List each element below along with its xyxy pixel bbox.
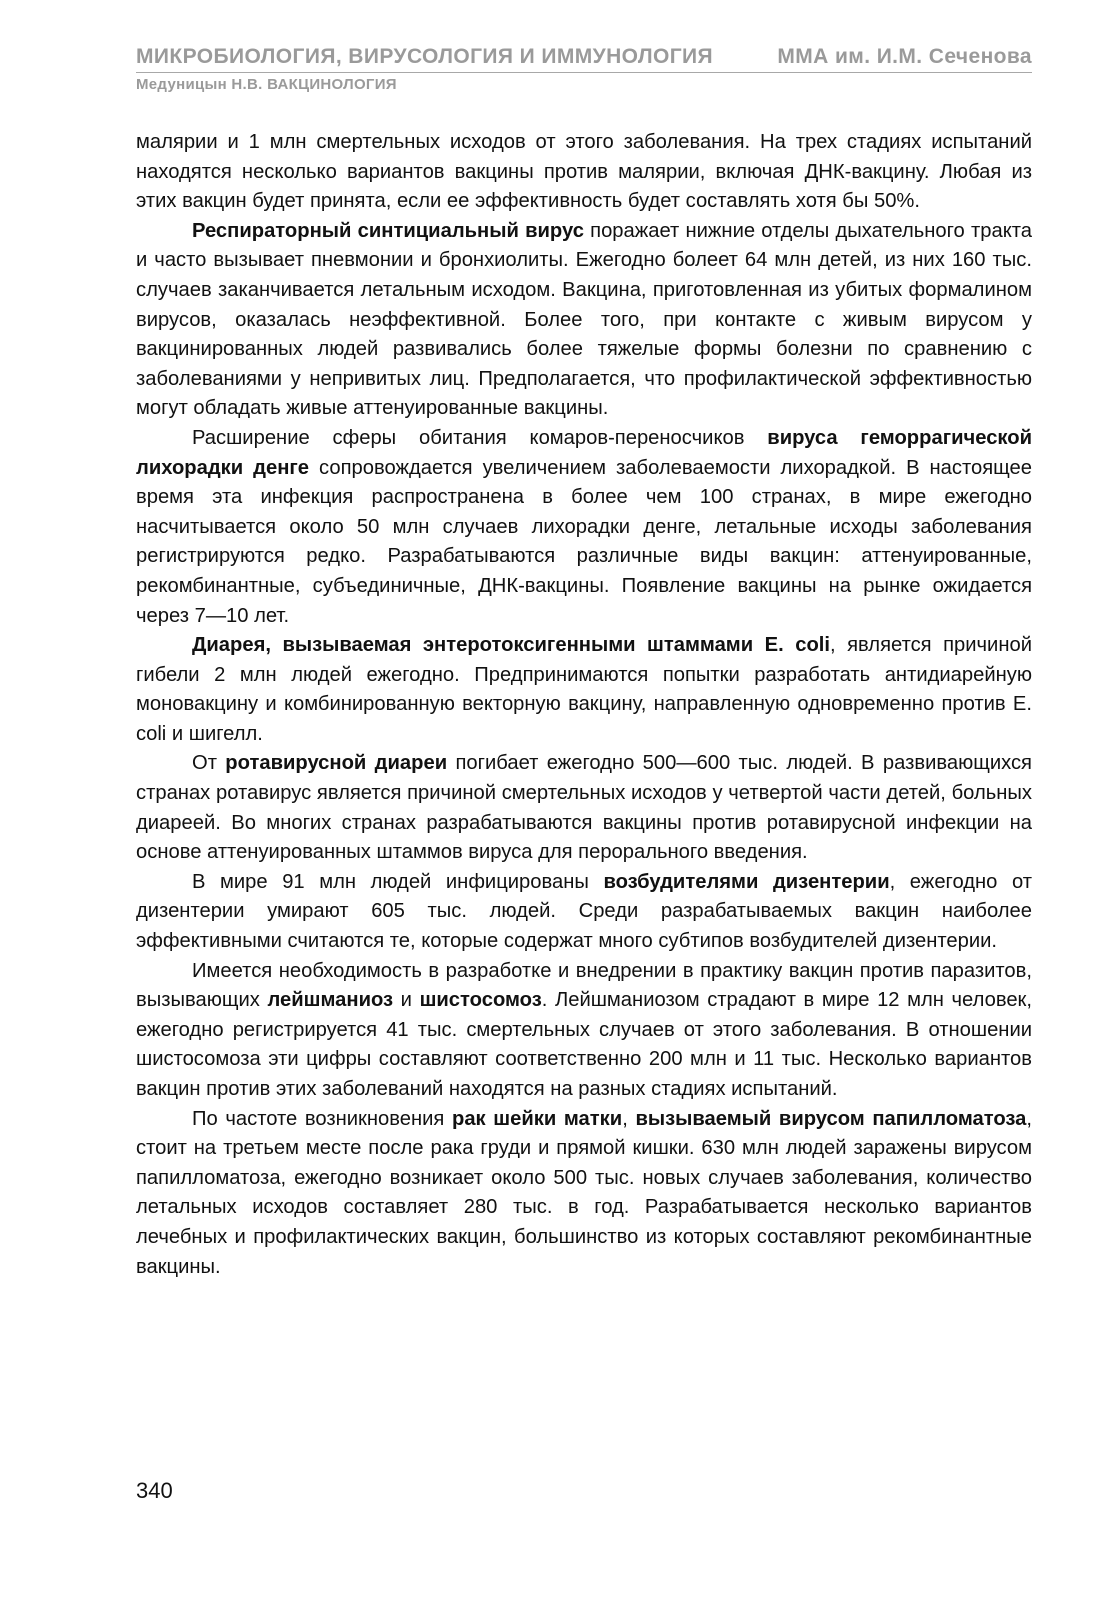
term-dengue: вируса геморрагической лихорадки денге — [136, 426, 1032, 479]
term-dysentery: возбудителями дизентерии — [603, 870, 890, 893]
term-rotavirus: ротавирусной диареи — [225, 752, 448, 775]
header-rule — [136, 72, 1032, 73]
term-ecoli-diarrhea: Диарея, вызываемая энтеротоксигенными штаммами E. coli — [192, 634, 830, 657]
body-text — [136, 128, 1032, 1282]
paragraph-dengue: Расширение сферы обитания комаров-переносчиков вируса геморрагической лихорадки денге сопровождается увеличением заболеваемости лихорадкой. В настоящее время эта инфекция распространена в более чем 100 странах, в мире ежегодно насчитывается около 50 млн случаев лихорадки денге, летальные исходы заболевания регистрируются редко. Разрабатываются различные виды вакцин: аттенуированные, рекомбинантные, субъединичные, ДНК-вакцины. Появление вакцины на рынке ожидается через 7—10 лет. — [136, 426, 1033, 627]
page-number: 340 — [136, 1478, 173, 1503]
paragraph-malaria-continuation: малярии и 1 млн смертельных исходов от этого заболевания. На трех стадиях испытаний находятся несколько вариантов вакцины против малярии, включая ДНК-вакцину. Любая из этих вакцин будет принята, если ее эффективность будет составлять хотя бы 50%. — [136, 131, 1032, 213]
paragraph-parasites: Имеется необходимость в разработке и внедрении в практику вакцин против паразитов, вызывающих лейшманиоз и шистосомоз. Лейшманиозом страдают в мире 12 млн человек, ежегодно регистрируется 41 тыс. смертельных случаев от этого заболевания. В отношении шистосомоза эти цифры составляют соответственно 200 млн и 11 тыс. Несколько вариантов вакцин против этих заболеваний находятся на разных стадиях испытаний. — [136, 959, 1032, 1100]
paragraph-dysentery: В мире 91 млн людей инфицированы возбудителями дизентерии, ежегодно от дизентерии умирают 605 тыс. людей. Среди разрабатываемых вакцин наиболее эффективными считаются те, которые содержат много субтипов возбудителей дизентерии. — [136, 870, 1032, 953]
paragraph-cervical-cancer: По частоте возникновения рак шейки матки, вызываемый вирусом папилломатоза, стоит на третьем месте после рака груди и прямой кишки. 630 млн людей заражены вирусом папилломатоза, ежегодно возникает около 500 тыс. новых случаев заболевания, количество летальных исходов составляет 280 тыс. в год. Разрабатывается несколько вариантов лечебных и профилактических вакцин, большинство из которых составляют рекомбинантные вакцины. — [136, 1107, 1033, 1278]
term-rsv: Респираторный синтициальный вирус — [192, 219, 584, 242]
publisher-name: ММА им. И.М. Сеченова — [777, 45, 1032, 68]
paragraph-rsv: Респираторный синтициальный вирус поражает нижние отделы дыхательного тракта и часто вызывает пневмонии и бронхиолиты. Ежегодно болеет 64 млн детей, из них 160 тыс. случаев заканчивается летальным исходом. Вакцина, приготовленная из убитых формалином вирусов, оказалась неэффективной. Более того, при контакте с живым вирусом у вакцинированных людей развивались более тяжелые формы болезни по сравнению с заболеваниями у непривитых лиц. Предполагается, что профилактической эффективностью могут обладать живые аттенуированные вакцины. — [136, 219, 1032, 420]
term-cervical-cancer: рак шейки матки — [451, 1107, 623, 1130]
book-series-title: МИКРОБИОЛОГИЯ, ВИРУСОЛОГИЯ И ИММУНОЛОГИЯ — [136, 45, 714, 68]
term-schistosomiasis: шистосомоз — [419, 989, 542, 1012]
term-leishmaniasis: лейшманиоз — [267, 989, 394, 1012]
paragraph-ecoli: Диарея, вызываемая энтеротоксигенными штаммами E. coli, является причиной гибели 2 млн людей ежегодно. Предпринимаются попытки разработать антидиарейную моновакцину и комбинированную векторную вакцину, направленную одновременно против E. coli и шигелл. — [136, 634, 1032, 745]
paragraph-rotavirus: От ротавирусной диареи погибает ежегодно 500—600 тыс. людей. В развивающихся странах ротавирус является причиной смертельных исходов у четвертой части детей, больных диареей. Во многих странах разрабатываются вакцины против ротавирусной инфекции на основе аттенуированных штаммов вируса для перорального введения. — [136, 752, 1032, 864]
term-papilloma-virus: вызываемый вирусом папилломатоза — [635, 1107, 1027, 1130]
book-author-title: Медуницын Н.В. ВАКЦИНОЛОГИЯ — [136, 76, 397, 93]
running-head-top-line — [136, 44, 1032, 70]
running-head — [136, 44, 1032, 94]
